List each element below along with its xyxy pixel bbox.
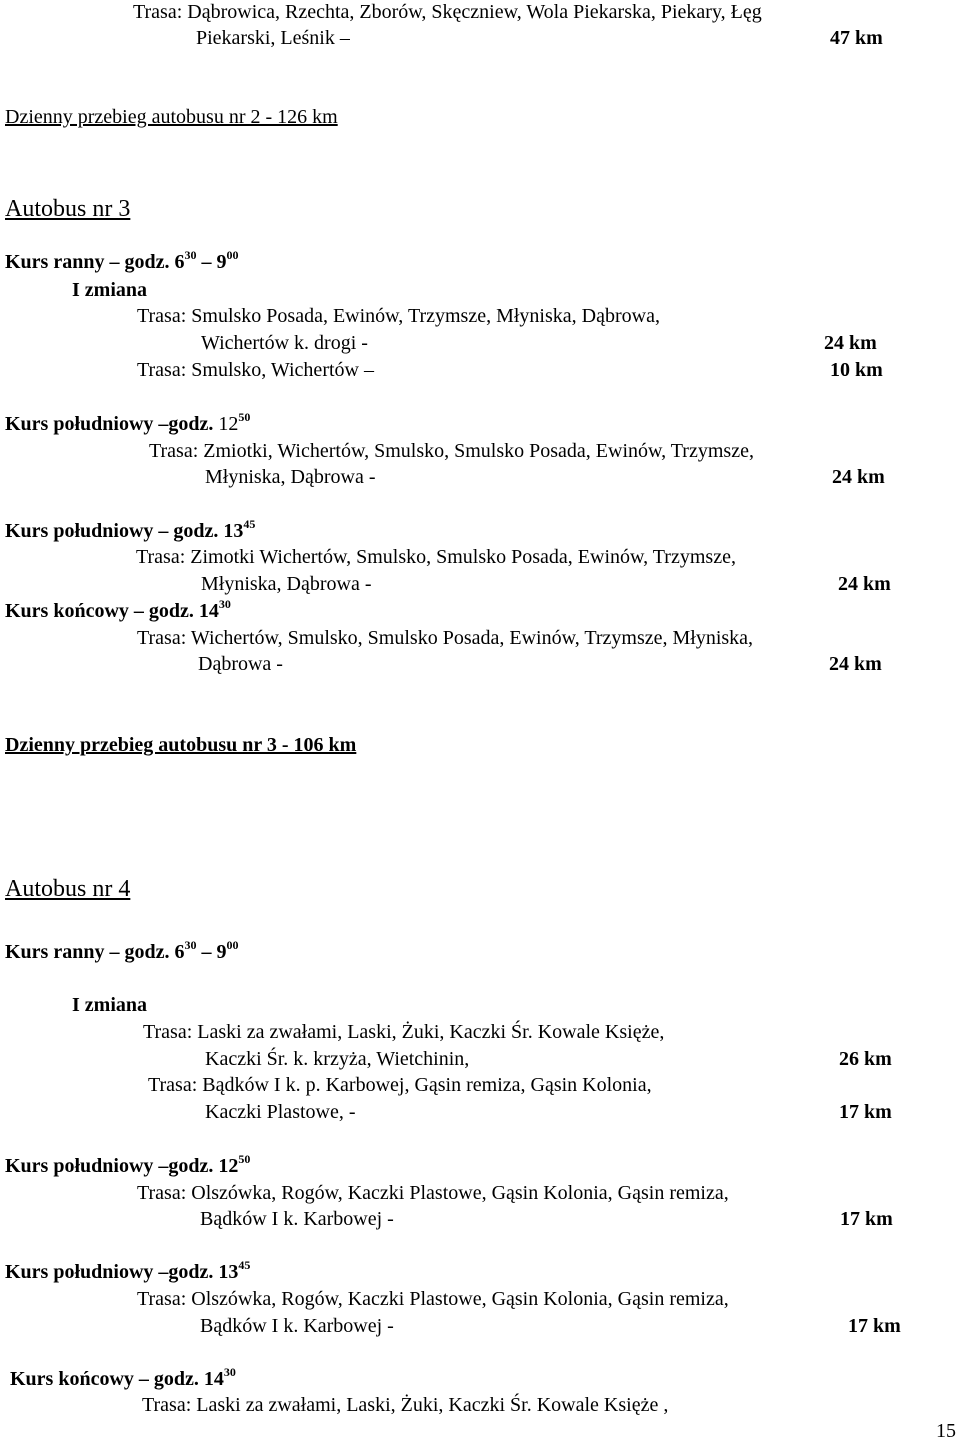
route-line: Trasa: Wichertów, Smulsko, Smulsko Posada, Ewinów, Trzymsze, Młyniska, (137, 627, 754, 649)
bus-4-morning-run: Kurs ranny – godz. $6^{30} - 9^{00}$ (5, 938, 239, 963)
route-line: Trasa: Laski za zwałami, Laski, Żuki, Kaczki Śr. Kowale Księże, (143, 1021, 665, 1043)
bus-4-noon-run-2: Kurs południowy –godz. $13^{45}$ (5, 1258, 251, 1283)
route-line: Młyniska, Dąbrowa - (205, 466, 376, 488)
route-line: Piekarski, Leśnik – (196, 27, 350, 49)
route-distance: 17 km (839, 1101, 892, 1123)
route-distance: 24 km (832, 466, 885, 488)
route-line: Trasa: Zimotki Wichertów, Smulsko, Smulsko Posada, Ewinów, Trzymsze, (136, 546, 736, 568)
bus-3-final-run: Kurs końcowy – godz. $14^{30}$ (5, 597, 231, 622)
route-distance: 10 km (830, 359, 883, 381)
route-line: Trasa: Olszówka, Rogów, Kaczki Plastowe, Gąsin Kolonia, Gąsin remiza, (137, 1182, 729, 1204)
route-line: Dąbrowa - (198, 653, 283, 675)
route-line: Kaczki Śr. k. krzyża, Wietchinin, (205, 1048, 470, 1070)
bus-4-noon-run-1: Kurs południowy –godz. $12^{50}$ (5, 1152, 251, 1177)
bus-3-morning-run: Kurs ranny – godz. $6^{30} - 9^{00}$ (5, 248, 239, 273)
route-line: Trasa: Laski za zwałami, Laski, Żuki, Kaczki Śr. Kowale Księże , (142, 1394, 669, 1416)
bus-3-noon-run-1: Kurs południowy –godz. $12^{50}$ (5, 410, 251, 435)
bus-4-heading: Autobus nr 4 (5, 876, 131, 902)
bus-3-noon-run-2: Kurs południowy – godz. $13^{45}$ (5, 517, 256, 542)
shift-label: I zmiana (72, 994, 147, 1016)
daily-total-bus-3: Dzienny przebieg autobusu nr 3 - 106 km (5, 734, 357, 756)
bus-4-final-run: Kurs końcowy – godz. $14^{30}$ (10, 1365, 236, 1390)
route-line: Wichertów k. drogi - (201, 332, 368, 354)
route-line: Trasa: Smulsko Posada, Ewinów, Trzymsze, Młyniska, Dąbrowa, (137, 305, 660, 327)
route-line: Młyniska, Dąbrowa - (201, 573, 372, 595)
route-line: Trasa: Zmiotki, Wichertów, Smulsko, Smulsko Posada, Ewinów, Trzymsze, (149, 440, 754, 462)
route-distance: 24 km (829, 653, 882, 675)
route-line: Trasa: Olszówka, Rogów, Kaczki Plastowe, Gąsin Kolonia, Gąsin remiza, (137, 1288, 729, 1310)
route-line: Kaczki Plastowe, - (205, 1101, 356, 1123)
route-distance: 47 km (830, 27, 883, 49)
shift-label: I zmiana (72, 279, 147, 301)
route-distance: 24 km (838, 573, 891, 595)
daily-total-bus-2: Dzienny przebieg autobusu nr 2 - 126 km (5, 106, 338, 128)
route-distance: 17 km (848, 1315, 901, 1337)
route-line: Bądków I k. Karbowej - (200, 1208, 394, 1230)
route-line: Trasa: Dąbrowica, Rzechta, Zborów, Skęczniew, Wola Piekarska, Piekary, Łęg (133, 1, 762, 23)
route-line: Trasa: Bądków I k. p. Karbowej, Gąsin remiza, Gąsin Kolonia, (148, 1074, 652, 1096)
bus-3-heading: Autobus nr 3 (5, 196, 131, 222)
route-line: Bądków I k. Karbowej - (200, 1315, 394, 1337)
route-line: Trasa: Smulsko, Wichertów – (137, 359, 374, 381)
page-number: 15 (936, 1420, 956, 1442)
route-distance: 17 km (840, 1208, 893, 1230)
route-distance: 24 km (824, 332, 877, 354)
route-distance: 26 km (839, 1048, 892, 1070)
